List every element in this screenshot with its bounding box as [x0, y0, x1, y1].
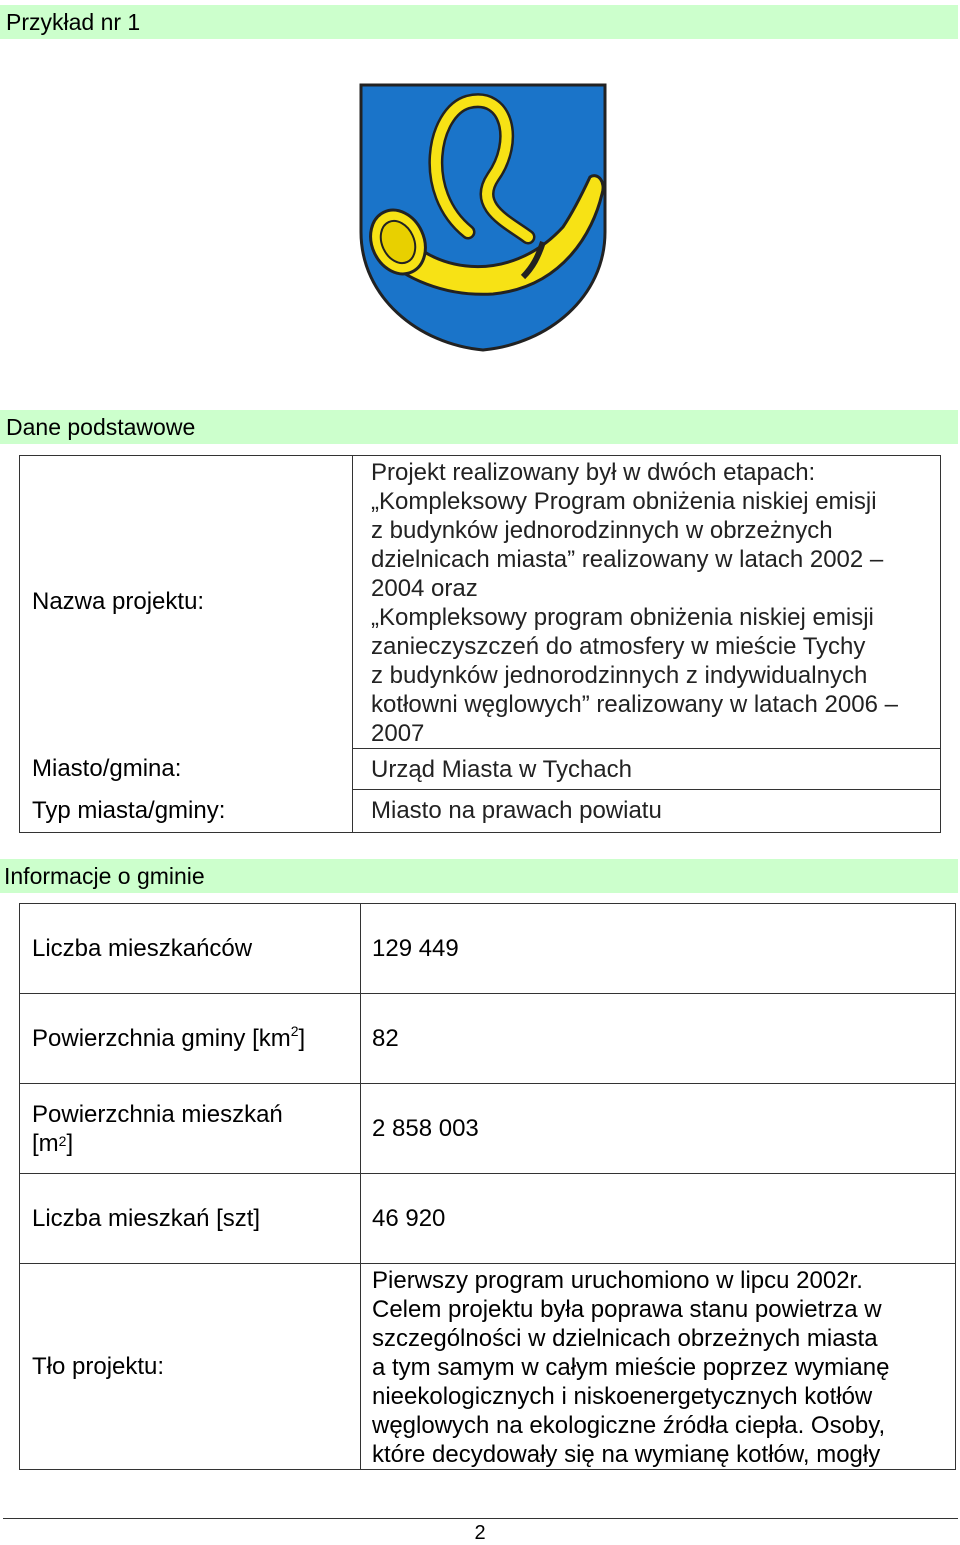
basic-data-table — [19, 455, 941, 833]
flat-area-label: Powierzchnia mieszkań $[m^2]$ — [20, 1084, 361, 1174]
municipality-area-value: 82 — [361, 994, 956, 1084]
section-heading-info: Informacje o gminie — [0, 859, 958, 893]
project-background-value: Pierwszy program uruchomiono w lipcu 2002r. Celem projektu była poprawa stanu powietrza w szczególności w dzielnicach obrzeżnych miasta a tym samym w całym mieście poprzez wymianę nieekologicznych i niskoenergetycznych kotłów węglowych na ekologiczne źródła ciepła. Osoby, które decydowały się na wymianę kotłów, mogły — [361, 1264, 956, 1470]
project-name-label: Nazwa projektu: — [20, 456, 353, 749]
population-value: 129 449 — [361, 904, 956, 994]
page-number: 2 — [474, 1522, 486, 1544]
footer-divider — [3, 1518, 958, 1519]
population-label: Liczba mieszkańców — [20, 904, 361, 994]
project-name-value: Projekt realizowany był w dwóch etapach: „Kompleksowy Program obniżenia niskiej emisji z budynków jednorodzinnych w obrzeżnych dzielnicach miasta” realizowany w latach 2002 – 2004 oraz „Kompleksowy program obniżenia niskiej emisji zanieczyszczeń do atmosfery w mieście Tychy z budynków jednorodzinnych z indywidualnych kotłowni węglowych” realizowany w latach 2006 – 2007 — [353, 456, 941, 749]
city-type-value: Miasto na prawach powiatu — [353, 790, 941, 833]
project-background-label: Tło projektu: — [20, 1264, 361, 1470]
flats-count-value: 46 920 — [361, 1174, 956, 1264]
municipality-info-table — [19, 903, 956, 1470]
city-type-label: Typ miasta/gminy: — [20, 790, 353, 833]
flats-count-label: Liczba mieszkań [szt] — [20, 1174, 361, 1264]
section-heading-basic: Dane podstawowe — [0, 410, 958, 444]
city-value: Urząd Miasta w Tychach — [353, 749, 941, 790]
city-label: Miasto/gmina: — [20, 749, 353, 790]
page-title: Przykład nr 1 — [0, 5, 958, 39]
flat-area-value: 2 858 003 — [361, 1084, 956, 1174]
coat-of-arms-image — [358, 82, 608, 352]
municipality-area-label: Powierzchnia gminy $[km^2]$ — [20, 994, 361, 1084]
